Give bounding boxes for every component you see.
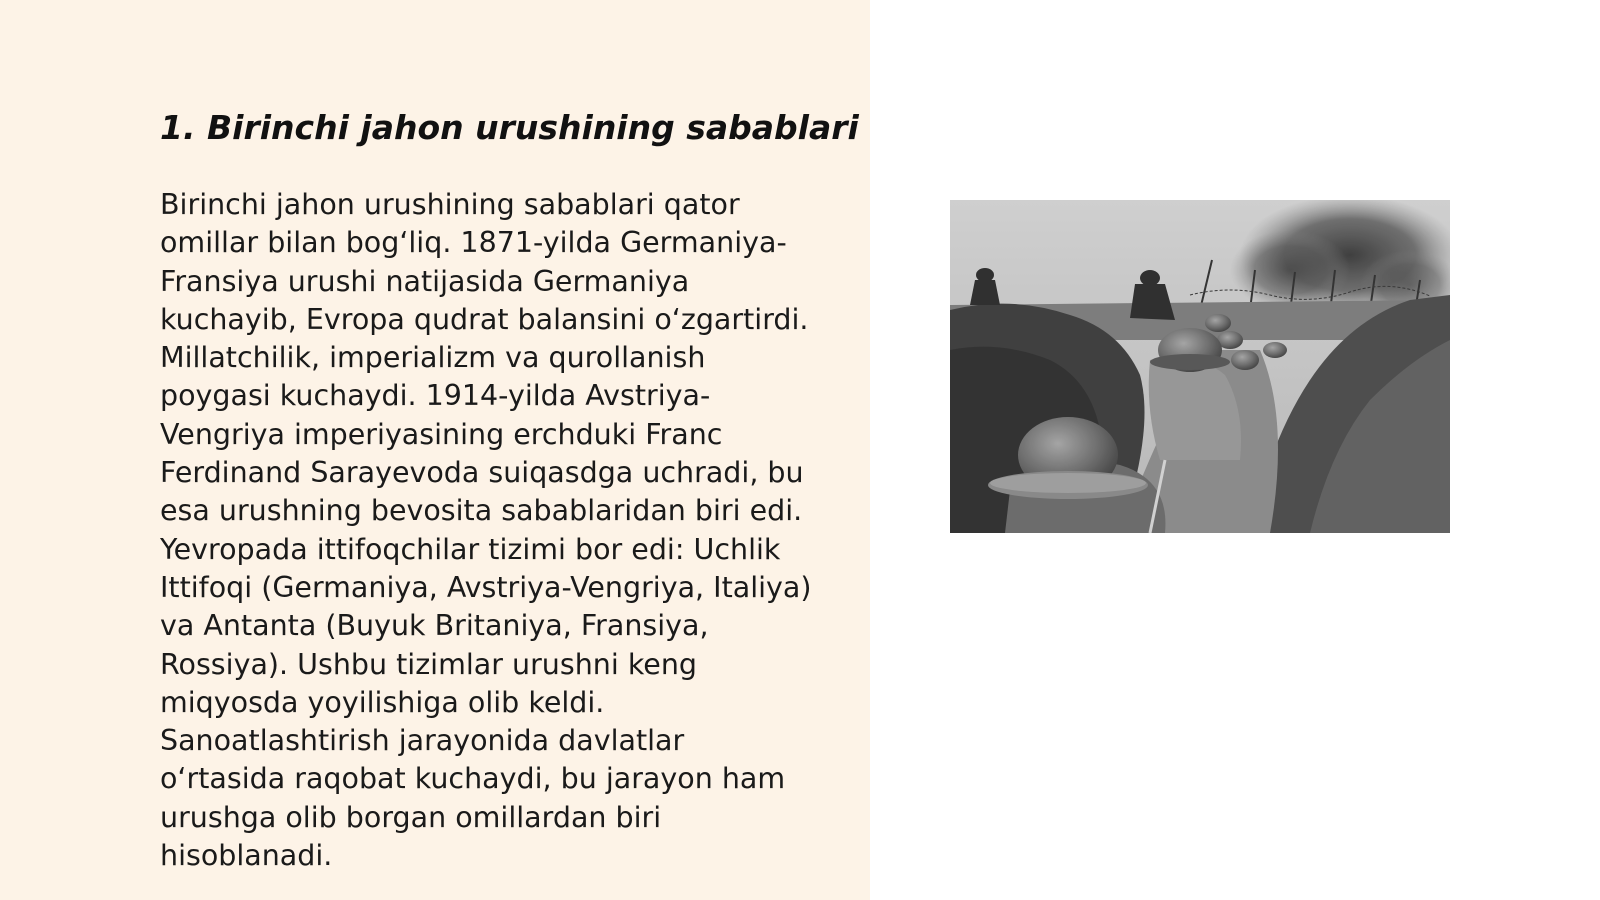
body-line: poygasi kuchaydi. 1914-yilda Avstriya- <box>160 379 711 413</box>
slide-body-text <box>160 186 850 875</box>
slide-title: 1. Birinchi jahon urushining sabablari <box>160 108 859 147</box>
body-line: urushga olib borgan omillardan biri <box>160 800 662 834</box>
body-line: kuchayib, Evropa qudrat balansini o‘zgartirdi. <box>160 302 809 336</box>
body-line: esa urushning bevosita sabablaridan biri edi. <box>160 494 803 528</box>
body-line: Rossiya). Ushbu tizimlar urushni keng <box>160 647 697 681</box>
body-line: hisoblanadi. <box>160 839 333 873</box>
body-line: miqyosda yoyilishiga olib keldi. <box>160 685 605 719</box>
body-line: Yevropada ittifoqchilar tizimi bor edi: Uchlik <box>160 532 781 566</box>
body-line: Millatchilik, imperializm va qurollanish <box>160 341 706 375</box>
body-line: Vengriya imperiyasining erchduki Franc <box>160 417 723 451</box>
body-line: Ferdinand Sarayevoda suiqasdga uchradi, bu <box>160 456 804 490</box>
body-line: va Antanta (Buyuk Britaniya, Fransiya, <box>160 609 709 643</box>
body-line: o‘rtasida raqobat kuchaydi, bu jarayon ham <box>160 762 786 796</box>
body-line: Birinchi jahon urushining sabablari qator <box>160 188 740 221</box>
body-line: omillar bilan bog‘liq. 1871-yilda Germaniya- <box>160 226 787 260</box>
body-line: Sanoatlashtirish jarayonida davlatlar <box>160 724 685 758</box>
body-line: Ittifoqi (Germaniya, Avstriya-Vengriya, Italiya) <box>160 570 812 604</box>
soldiers-in-trench-photo <box>950 200 1450 533</box>
body-line: Fransiya urushi natijasida Germaniya <box>160 264 690 298</box>
